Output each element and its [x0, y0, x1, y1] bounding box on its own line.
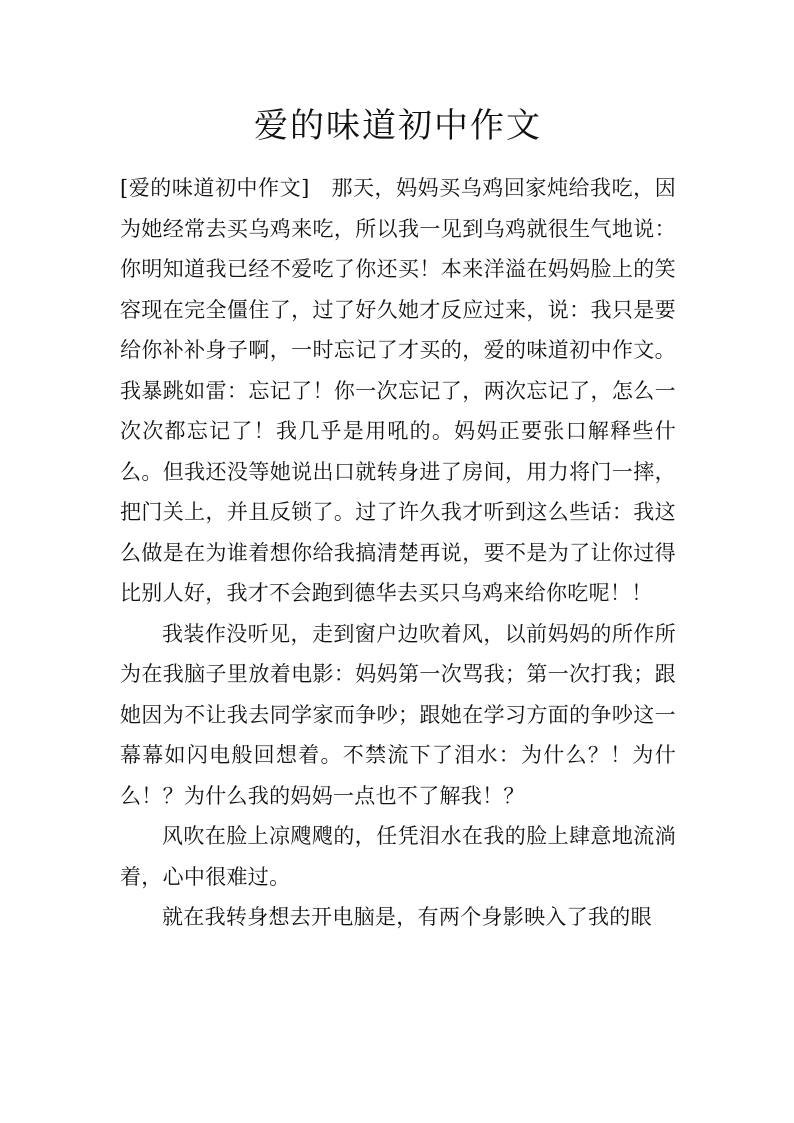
paragraph: 就在我转身想去开电脑是，有两个身影映入了我的眼: [162, 905, 652, 929]
document-body: [120, 168, 676, 938]
document-title: 爱的味道初中作文: [254, 106, 542, 146]
paragraph: 我装作没听见，走到窗户边吹着风，以前妈妈的所作所为在我脑子里放着电影：妈妈第一次骂我；第一次打我；跟她因为不让我去同学家而争吵；跟她在学习方面的争吵这一幕幕如闪电般回想着。不禁流下了泪水：为什么？！为什么！？为什么我的妈妈一点也不了解我！？: [120, 621, 676, 808]
paragraph: 风吹在脸上凉飕飕的，任凭泪水在我的脸上肆意地流淌着，心中很难过。: [120, 824, 676, 889]
paragraph: [爱的味道初中作文] 那天，妈妈买乌鸡回家炖给我吃，因为她经常去买乌鸡来吃，所以我一见到乌鸡就很生气地说：你明知道我已经不爱吃了你还买！本来洋溢在妈妈脸上的笑容现在完全僵住了，过了好久她才反应过来，说：我只是要给你补补身子啊，一时忘记了才买的，爱的味道初中作文。我暴跳如雷：忘记了！你一次忘记了，两次忘记了，怎么一次次都忘记了！我几乎是用吼的。妈妈正要张口解释些什么。但我还没等她说出口就转身进了房间，用力将门一摔，把门关上，并且反锁了。过了许久我才听到这么些话：我这么做是在为谁着想你给我搞清楚再说，要不是为了让你过得比别人好，我才不会跑到德华去买只乌鸡来给你吃呢！！: [120, 176, 676, 605]
